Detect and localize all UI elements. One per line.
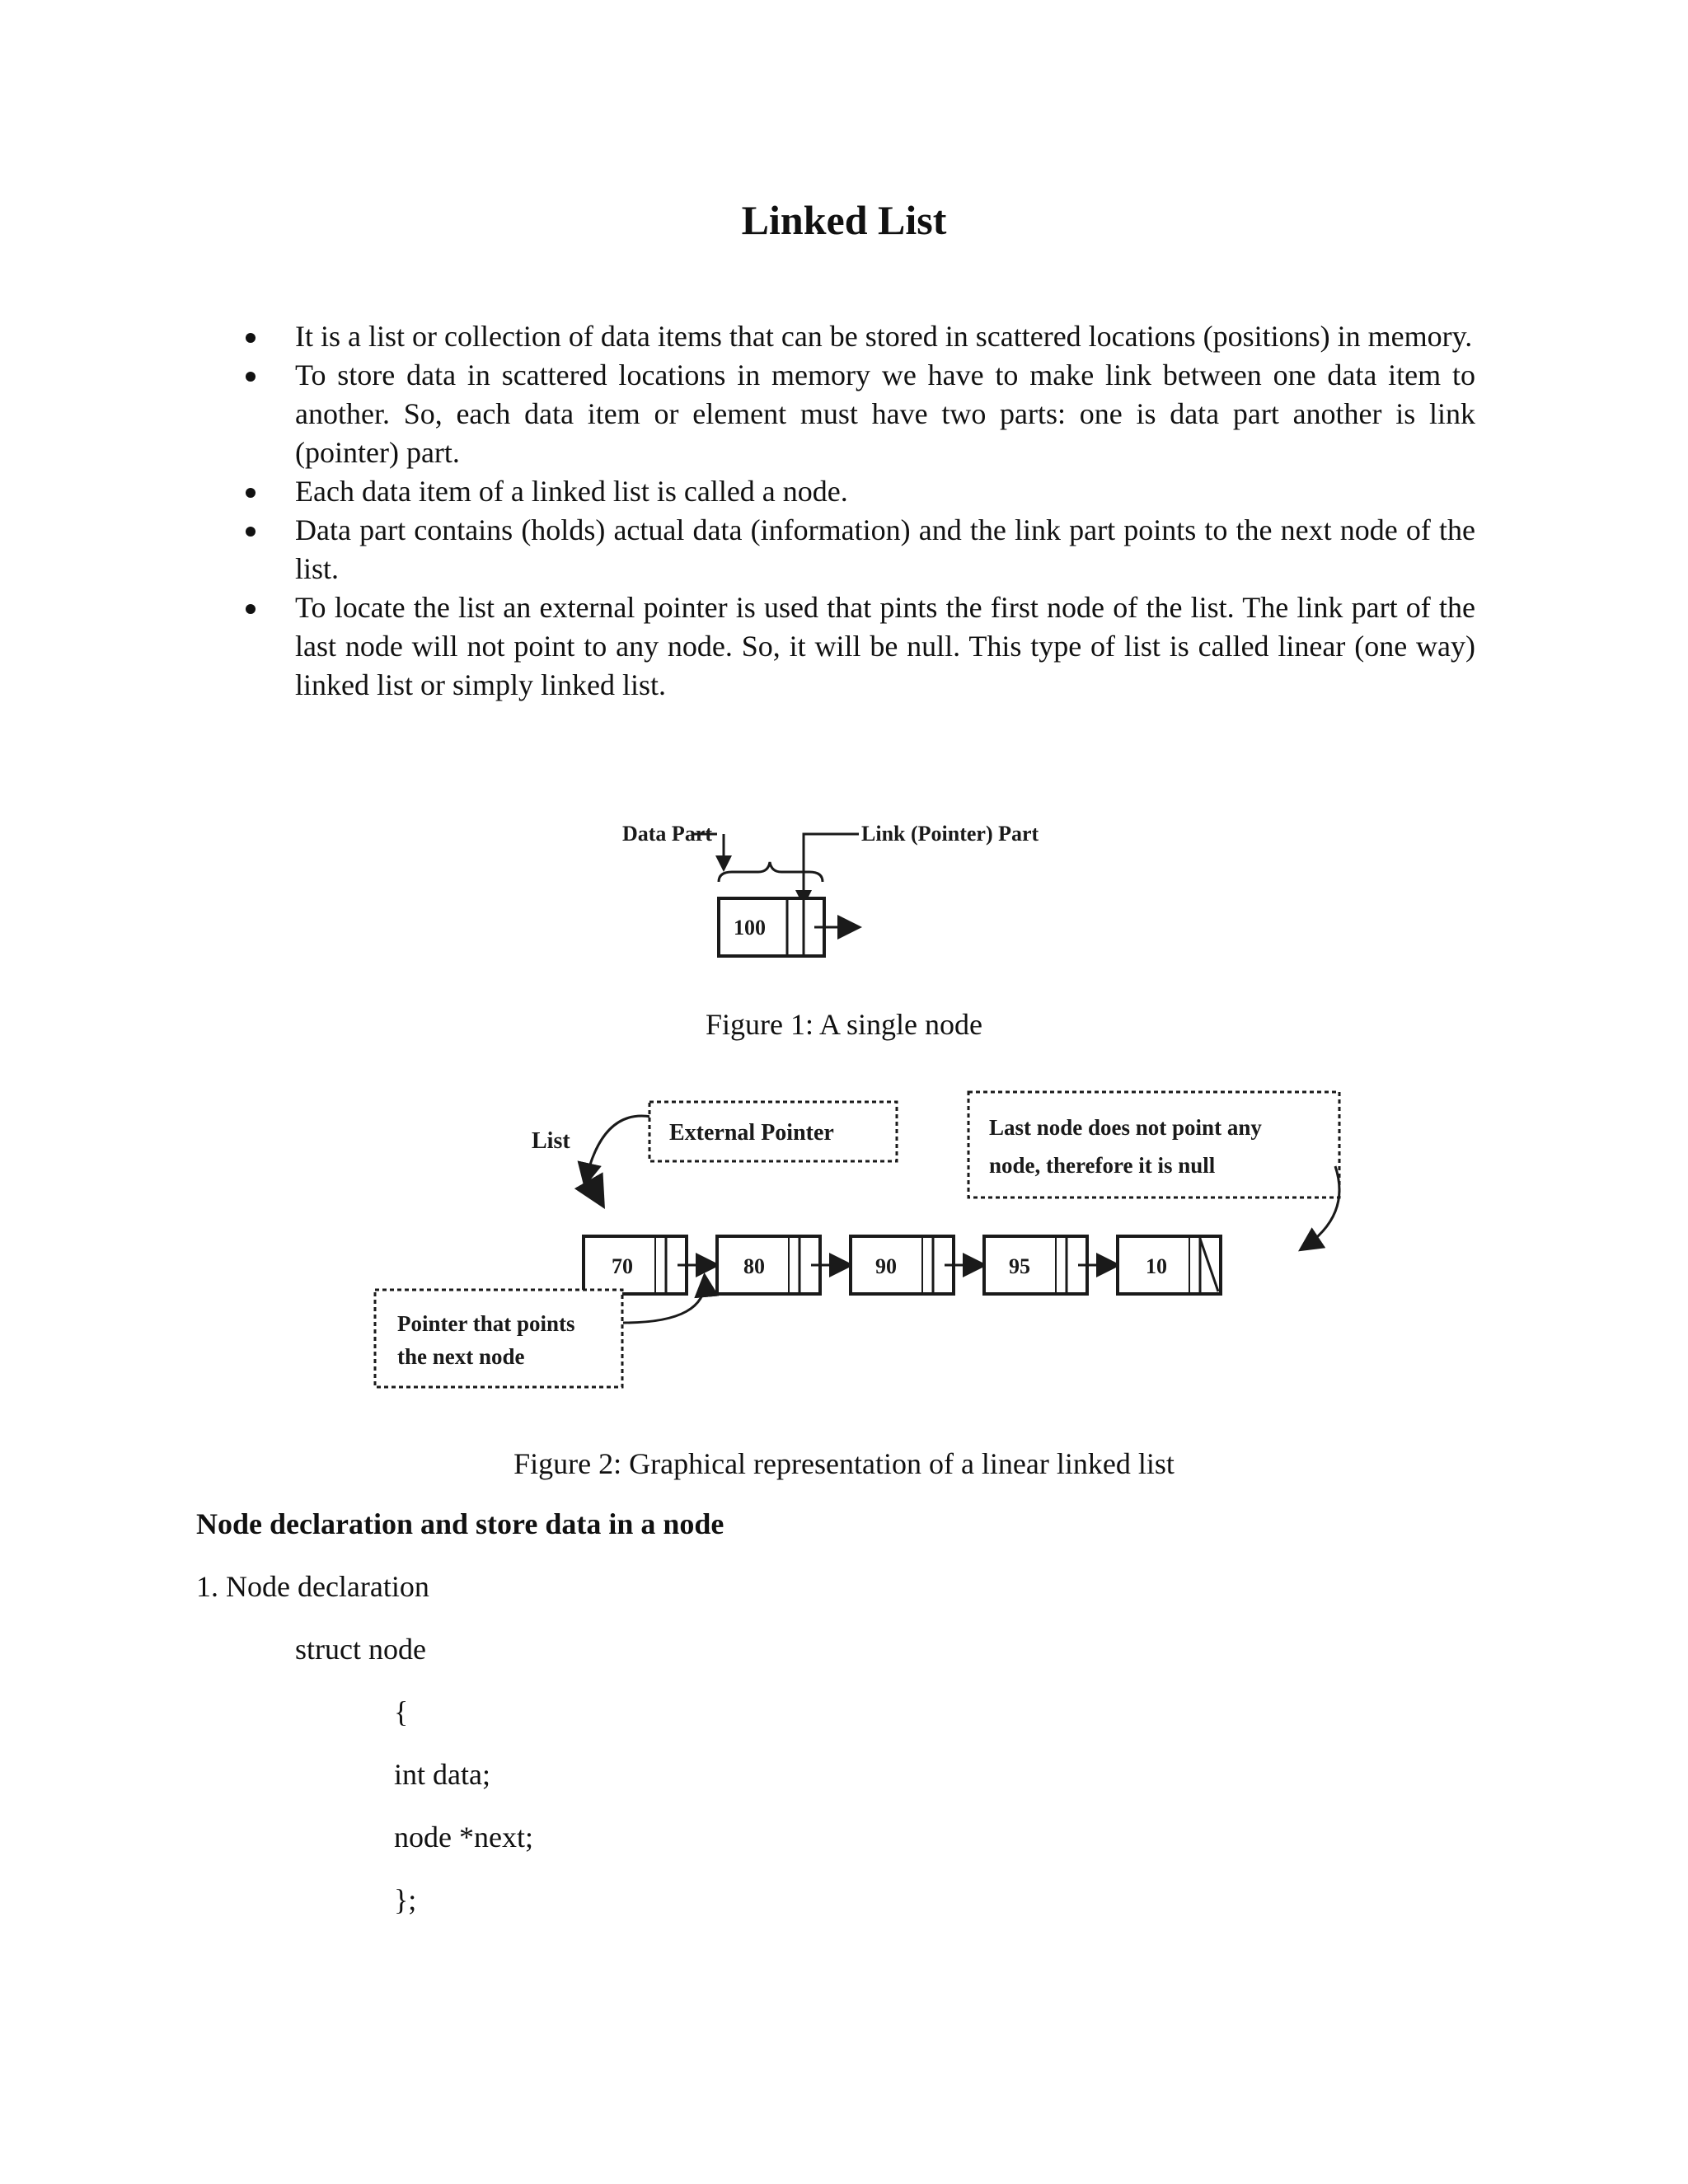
bullet-text: To store data in scattered locations in memory we have to make link between one data item to another. So, each data item or element must have two parts: one is data part another is link (pointer) part.	[295, 359, 1475, 469]
bullet-dot-icon	[246, 488, 256, 498]
node-value: 80	[743, 1254, 765, 1278]
node-value: 10	[1146, 1254, 1167, 1278]
figure1-caption: Figure 1: A single node	[706, 1008, 982, 1041]
last-node-note-box	[968, 1092, 1339, 1197]
bullet-dot-icon	[246, 333, 256, 343]
list-label: List	[532, 1128, 570, 1154]
bullet-text: Each data item of a linked list is called a node.	[295, 475, 848, 508]
bullet-text: It is a list or collection of data items that can be stored in scattered locations (positions) in memory.	[295, 320, 1473, 353]
bullet-list	[295, 317, 1475, 705]
code-line: int data;	[394, 1758, 490, 1791]
list-node	[717, 1236, 849, 1294]
brace	[719, 862, 823, 882]
code-line: node *next;	[394, 1821, 533, 1854]
link-part-arrow	[804, 834, 859, 897]
single-node-diagram	[618, 816, 1080, 981]
list-node-last	[1118, 1236, 1221, 1294]
last-node-note-line1: Last node does not point any	[989, 1115, 1262, 1140]
pointer-note-line2: the next node	[397, 1344, 525, 1369]
section-heading: Node declaration and store data in a node	[196, 1507, 724, 1540]
section-subheading: 1. Node declaration	[196, 1570, 429, 1603]
link-part-label: Link (Pointer) Part	[861, 822, 1039, 846]
code-line: struct node	[295, 1633, 426, 1666]
list-pointer-arrow	[585, 1174, 602, 1203]
bullet-dot-icon	[246, 604, 256, 614]
figure-linked-list	[363, 1076, 1385, 1409]
figure2-caption: Figure 2: Graphical representation of a linear linked list	[513, 1447, 1175, 1480]
list-node	[851, 1236, 982, 1294]
node-value: 95	[1009, 1254, 1030, 1278]
page-title: Linked List	[741, 197, 947, 243]
bullet-item	[295, 356, 1475, 472]
figure-single-node	[618, 816, 1080, 985]
external-pointer-curve	[585, 1116, 651, 1183]
list-node	[584, 1236, 715, 1294]
bullet-item	[295, 511, 1475, 588]
data-part-label: Data Part	[622, 822, 713, 846]
pointer-note-line1: Pointer that points	[397, 1311, 575, 1336]
node-value: 70	[612, 1254, 633, 1278]
pointer-note-box	[375, 1290, 622, 1387]
bullet-item	[295, 472, 1475, 511]
last-node-note-line2: node, therefore it is null	[989, 1153, 1216, 1178]
code-line: };	[394, 1883, 417, 1916]
bullet-text: To locate the list an external pointer is used that pints the first node of the list. The link part of the last node will not point to any node. So, it will be null. This type of list is called linear (one way) linked list or simply linked list.	[295, 591, 1475, 701]
data-part-arrowhead-icon	[715, 855, 732, 872]
linked-list-diagram	[363, 1076, 1385, 1405]
bullet-dot-icon	[246, 527, 256, 537]
bullet-dot-icon	[246, 372, 256, 382]
node-value: 90	[875, 1254, 897, 1278]
list-node	[984, 1236, 1116, 1294]
external-pointer-label: External Pointer	[669, 1120, 834, 1146]
node-value: 100	[734, 916, 766, 940]
bullet-item	[295, 588, 1475, 705]
bullet-item	[295, 317, 1475, 356]
bullet-text: Data part contains (holds) actual data (information) and the link part points to the next node of the list.	[295, 513, 1475, 585]
code-line: {	[394, 1695, 409, 1728]
